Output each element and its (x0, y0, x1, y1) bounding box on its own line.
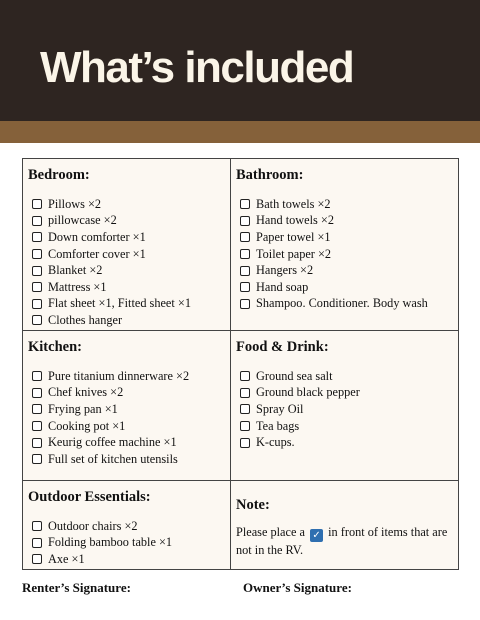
checklist-item (28, 279, 228, 296)
checklist-item (28, 246, 228, 263)
checklist-item (236, 279, 456, 296)
owner-signature-label: Owner’s Signature: (243, 580, 352, 595)
note-text-before: Please place a (236, 525, 305, 539)
section-bedroom (28, 166, 228, 328)
checklist-item-label: Keurig coffee machine ×1 (48, 435, 177, 450)
checkbox[interactable] (32, 249, 42, 259)
header-banner (0, 0, 480, 121)
checklist-item-label: Clothes hanger (48, 312, 123, 327)
checklist-item-label: Toilet paper ×2 (256, 246, 332, 261)
grid-divider-row-2 (23, 480, 458, 481)
checkbox[interactable] (32, 388, 42, 398)
checklist-item-label: Ground black pepper (256, 385, 360, 400)
checkbox[interactable] (240, 199, 250, 209)
checklist-item-label: Cooking pot ×1 (48, 418, 126, 433)
renter-signature-label: Renter’s Signature: (22, 580, 131, 595)
checklist-item-label: Hand soap (256, 279, 309, 294)
section-title-kitchen: Kitchen: (28, 339, 82, 355)
checklist-item-label: Mattress ×1 (48, 279, 107, 294)
checkbox[interactable] (240, 249, 250, 259)
section-title-outdoor: Outdoor Essentials: (28, 489, 151, 505)
checklist-item (28, 551, 228, 568)
section-food-drink (236, 338, 456, 478)
checklist-item-label: Bath towels ×2 (256, 196, 331, 211)
checklist-item (28, 434, 228, 451)
checkbox[interactable] (32, 554, 42, 564)
checklist-item (236, 418, 456, 435)
grid-divider-vertical (230, 159, 231, 569)
checklist-item (28, 229, 228, 246)
checklist-item-label: Flat sheet ×1, Fitted sheet ×1 (48, 296, 191, 311)
checklist-item (236, 262, 456, 279)
checklist-item (236, 385, 456, 402)
checklist-item-label: Tea bags (256, 418, 300, 433)
checklist-food-drink (236, 368, 456, 451)
section-outdoor (28, 488, 228, 568)
checklist-item-label: Chef knives ×2 (48, 385, 124, 400)
section-title-bedroom: Bedroom: (28, 167, 90, 183)
checklist-item-label: Spray Oil (256, 401, 304, 416)
checklist-item (28, 535, 228, 552)
checklist-item-label: Comforter cover ×1 (48, 246, 146, 261)
checkbox[interactable] (240, 299, 250, 309)
checklist-item-label: Hangers ×2 (256, 263, 314, 278)
section-title-food-drink: Food & Drink: (236, 339, 329, 355)
checklist-item-label: Shampoo. Conditioner. Body wash (256, 296, 428, 311)
checkbox[interactable] (32, 454, 42, 464)
section-title-bathroom: Bathroom: (236, 167, 304, 183)
checklist-item (28, 385, 228, 402)
checklist-item-label: K-cups. (256, 435, 295, 450)
checkbox[interactable] (32, 521, 42, 531)
checklist-bedroom (28, 196, 228, 328)
checklist-item (28, 312, 228, 328)
checklist-item (236, 296, 456, 313)
checklist-item-label: Full set of kitchen utensils (48, 451, 178, 466)
note-text-after: in front of items that are not in the RV. (236, 525, 448, 557)
checkbox[interactable] (240, 388, 250, 398)
section-note (236, 496, 456, 568)
checklist-item-label: Blanket ×2 (48, 263, 103, 278)
header-stripe (0, 121, 480, 143)
checklist-item (236, 434, 456, 451)
checkbox[interactable] (240, 216, 250, 226)
checkbox[interactable] (240, 371, 250, 381)
checklist-item-label: Paper towel ×1 (256, 229, 331, 244)
checkbox[interactable] (32, 404, 42, 414)
checkbox[interactable] (32, 371, 42, 381)
checklist-item (236, 246, 456, 263)
checklist-item-label: Pillows ×2 (48, 196, 102, 211)
grid-divider-row-1 (23, 330, 458, 331)
checkbox[interactable] (32, 299, 42, 309)
checklist-item (236, 213, 456, 230)
section-bathroom (236, 166, 456, 328)
checkbox[interactable] (240, 421, 250, 431)
checklist-item (236, 401, 456, 418)
checkbox[interactable] (240, 282, 250, 292)
checklist-kitchen (28, 368, 228, 468)
checklist-item (236, 196, 456, 213)
checklist-item-label: Ground sea salt (256, 368, 333, 383)
note-text (236, 524, 456, 560)
checkbox[interactable] (32, 538, 42, 548)
checklist-item (28, 213, 228, 230)
checklist-item-label: Hand towels ×2 (256, 213, 334, 228)
checklist-item (28, 296, 228, 313)
checkbox[interactable] (32, 216, 42, 226)
checkbox[interactable] (240, 404, 250, 414)
checklist-item (28, 418, 228, 435)
checklist-item-label: Pure titanium dinnerware ×2 (48, 368, 190, 383)
page-title: What’s included (40, 43, 354, 92)
checkbox[interactable] (240, 438, 250, 448)
checkbox[interactable] (240, 232, 250, 242)
checklist-item (28, 196, 228, 213)
checklist-item (28, 401, 228, 418)
checklist-grid (22, 158, 459, 570)
checkbox[interactable] (32, 282, 42, 292)
checkbox[interactable] (32, 266, 42, 276)
checklist-item-label: Down comforter ×1 (48, 229, 146, 244)
checkmark-icon: ✓ (310, 529, 323, 542)
checklist-item (28, 451, 228, 468)
checkbox[interactable] (32, 421, 42, 431)
checkbox[interactable] (32, 438, 42, 448)
checklist-item-label: Folding bamboo table ×1 (48, 535, 173, 550)
checklist-item (28, 368, 228, 385)
checklist-outdoor (28, 518, 228, 568)
checklist-item-label: Axe ×1 (48, 551, 85, 566)
checkbox[interactable] (32, 232, 42, 242)
checklist-item-label: Frying pan ×1 (48, 401, 118, 416)
checklist-bathroom (236, 196, 456, 312)
checkbox[interactable] (32, 315, 42, 325)
checklist-item (28, 262, 228, 279)
section-kitchen (28, 338, 228, 478)
checklist-item (236, 368, 456, 385)
checkbox[interactable] (240, 266, 250, 276)
section-title-note: Note: (236, 497, 270, 513)
checklist-item-label: Outdoor chairs ×2 (48, 518, 138, 533)
checkbox[interactable] (32, 199, 42, 209)
checklist-item-label: pillowcase ×2 (48, 213, 117, 228)
checklist-item (28, 518, 228, 535)
checklist-item (236, 229, 456, 246)
